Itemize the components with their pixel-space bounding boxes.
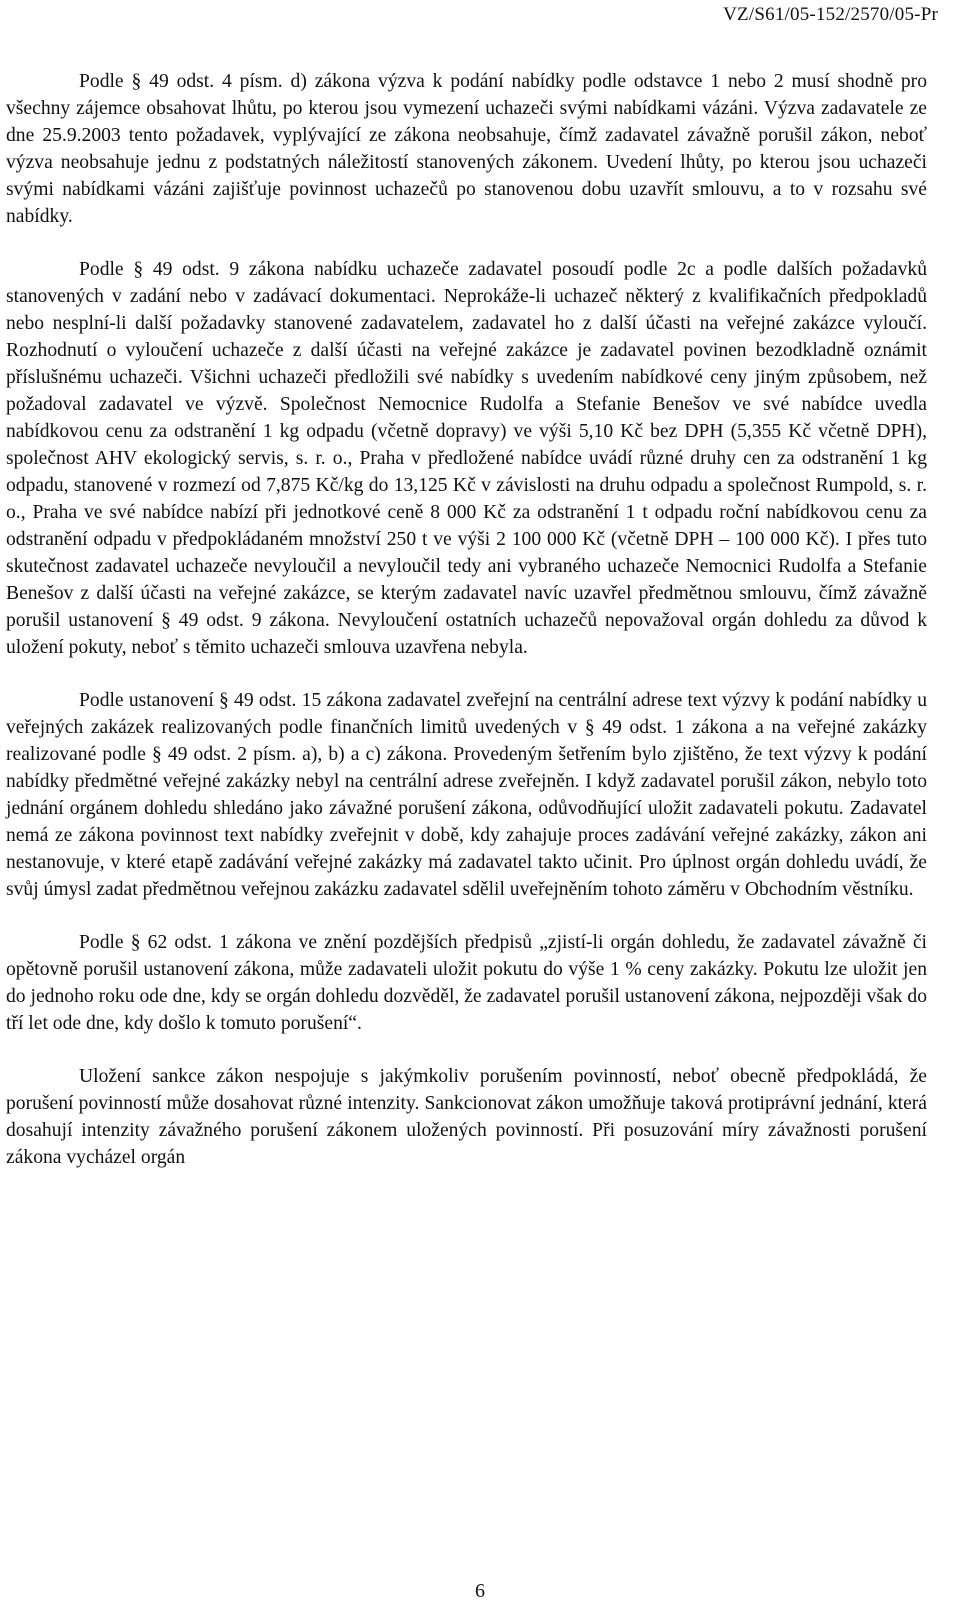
- document-body: [6, 68, 927, 1197]
- paragraph-bid-evaluation: Podle § 49 odst. 9 zákona nabídku uchazeče zadavatel posoudí podle 2c a podle dalších požadavků stanovených v zadání nebo v zadávací dokumentaci. Neprokáže-li uchazeč některý z kvalifikačních předpokladů nebo nesplní-li další požadavky stanovené zadavatelem, zadavatel ho z další účasti na veřejné zakázce vyloučí. Rozhodnutí o vyloučení uchazeče z další účasti na veřejné zakázce je zadavatel povinen bezodkladně oznámit příslušnému uchazeči. Všichni uchazeči předložili své nabídky s uvedením nabídkové ceny jiným způsobem, než požadoval zadavatel ve výzvě. Společnost Nemocnice Rudolfa a Stefanie Benešov ve své nabídce uvedla nabídkovou cenu za odstranění 1 kg odpadu (včetně dopravy) ve výši 5,10 Kč bez DPH (5,355 Kč včetně DPH), společnost AHV ekologický servis, s. r. o., Praha v předložené nabídce uvádí různé druhy cen za odstranění 1 kg odpadu, stanovené v rozmezí od 7,875 Kč/kg do 13,125 Kč v závislosti na druhu odpadu a společnost Rumpold, s. r. o., Praha ve své nabídce nabízí při jednotkové ceně 8 000 Kč za odstranění 1 t odpadu roční nabídkovou cenu za odstranění odpadu v předpokládaném množství 250 t ve výši 2 100 000 Kč (včetně DPH – 100 000 Kč). I přes tuto skutečnost zadavatel uchazeče nevyloučil a nevyloučil tedy ani vybraného uchazeče Nemocnici Rudolfa a Stefanie Benešov z další účasti na veřejné zakázce, se kterým zadavatel navíc uzavřel předmětnou smlouvu, čímž závažně porušil ustanovení § 49 odst. 9 zákona. Nevyloučení ostatních uchazečů nepovažoval orgán dohledu za důvod k uložení pokuty, neboť s těmito uchazeči smlouva uzavřena nebyla.: [6, 259, 927, 658]
- paragraph-penalty-provision: Podle § 62 odst. 1 zákona ve znění pozdějších předpisů „zjistí-li orgán dohledu, že zadavatel závažně či opětovně porušil ustanovení zákona, může zadavateli uložit pokutu do výše 1 % ceny zakázky. Pokutu lze uložit jen do jednoho roku ode dne, kdy se orgán dohledu dozvěděl, že zadavatel porušil ustanovení zákona, nejpozději však do tří let ode dne, kdy došlo k tomuto porušení“.: [6, 932, 927, 1034]
- paragraph-sanction-intensity: Uložení sankce zákon nespojuje s jakýmkoliv porušením povinností, neboť obecně předpokládá, že porušení povinností může dosahovat různé intenzity. Sankcionovat zákon umožňuje taková protiprávní jednání, která dosahují intenzity závažného porušení zákonem uložených povinností. Při posuzování míry závažnosti porušení zákona vycházel orgán: [6, 1066, 927, 1168]
- page-number: 6: [475, 1580, 485, 1602]
- paragraph-central-address: Podle ustanovení § 49 odst. 15 zákona zadavatel zveřejní na centrální adrese text výzvy k podání nabídky u veřejných zakázek realizovaných podle finančních limitů uvedených v § 49 odst. 1 zákona a na veřejné zakázky realizované podle § 49 odst. 2 písm. a), b) a c) zákona. Provedeným šetřením bylo zjištěno, že text výzvy k podání nabídky předmětné veřejné zakázky nebyl na centrální adrese zveřejněn. I když zadavatel porušil zákon, nebylo toto jednání orgánem dohledu shledáno jako závažné porušení zákona, odůvodňující uložit zadavateli pokutu. Zadavatel nemá ze zákona povinnost text nabídky zveřejnit v době, kdy zahajuje proces zadávání veřejné zakázky, zákon ani nestanovuje, v které etapě zadávání veřejné zakázky má zadavatel takto učinit. Pro úplnost orgán dohledu uvádí, že svůj úmysl zadat předmětnou veřejnou zakázku zadavatel sdělil uveřejněním tohoto záměru v Obchodním věstníku.: [6, 690, 927, 900]
- document-reference: VZ/S61/05-152/2570/05-Pr: [723, 4, 938, 25]
- paragraph-validity-period: Podle § 49 odst. 4 písm. d) zákona výzva k podání nabídky podle odstavce 1 nebo 2 musí shodně pro všechny zájemce obsahovat lhůtu, po kterou jsou vymezení uchazeči svými nabídkami vázáni. Výzva zadavatele ze dne 25.9.2003 tento požadavek, vyplývající ze zákona neobsahuje, čímž zadavatel závažně porušil zákon, neboť výzva neobsahuje jednu z podstatných náležitostí stanovených zákonem. Uvedení lhůty, po kterou jsou uchazeči svými nabídkami vázáni zajišťuje povinnost uchazečů po stanovenou dobu uzavřít smlouvu, a to v rozsahu své nabídky.: [6, 71, 927, 227]
